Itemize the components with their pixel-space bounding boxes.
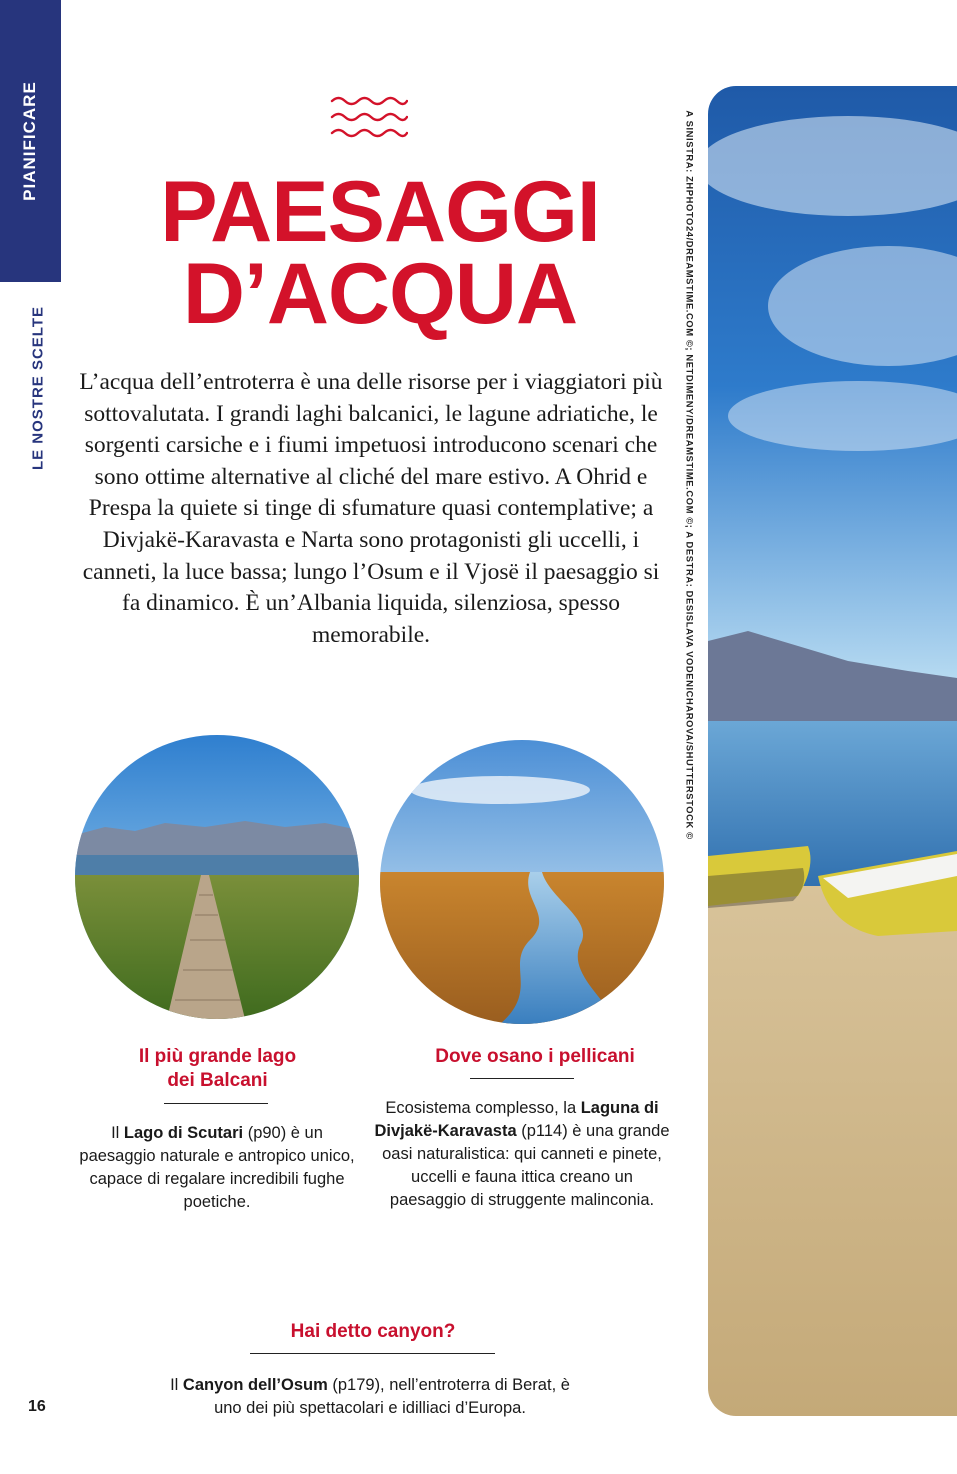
intro-paragraph: L’acqua dell’entroterra è una delle risorse per i viaggiatori più sottovalutata. I grandi laghi balcanici, le lagune adriatiche, le sorgenti carsiche e i fiumi impetuosi introducono scenari che sono ottime alternative al cliché del mare estivo. A Ohrid e Prespa la quiete si tinge di sfumature quasi contemplative; a Divjakë-Karavasta e Narta sono protagonisti gli uccelli, i canneti, la luce bassa; lungo l’Osum e il Vjosë il paesaggio si fa dinamico. È un’Albania liquida, silenziosa, spesso memorabile.	[79, 369, 663, 648]
pick-text-bold: Canyon dell’Osum	[182, 1376, 328, 1394]
waves-icon	[330, 93, 408, 141]
pick-text-bold: Lago di Scutari	[123, 1124, 244, 1142]
divider	[250, 1353, 495, 1354]
pick-text-part: (p114) è una grande oasi naturalistica: qui canneti e pinete, uccelli e fauna ittica creano un paesaggio di struggente malinconia.	[382, 1122, 670, 1209]
pick-heading-line: Dove osano i pellicani	[435, 1046, 635, 1067]
pick-heading-scutari	[95, 1045, 340, 1093]
page-title-line-2: D’ACQUA	[182, 246, 578, 342]
lake-scutari-photo	[75, 735, 359, 1019]
divider	[164, 1103, 268, 1104]
pick-heading-pelicans	[385, 1045, 685, 1069]
divider	[470, 1078, 574, 1079]
pick-text-part: (p179), nell’entroterra di Berat, è uno dei più spettacolari e idilliaci d’Europa.	[214, 1376, 570, 1417]
pick-heading-line: Hai detto canyon?	[290, 1321, 456, 1342]
pick-text-scutari	[76, 1122, 358, 1214]
section-tab	[0, 0, 61, 282]
pick-text-bold: Laguna di Divjakë-Karavasta	[374, 1099, 659, 1140]
pick-text-part: (p90) è un paesaggio naturale e antropico unico, capace di regalare incredibili fughe poetiche.	[79, 1124, 355, 1211]
pick-heading-line: Il più grande lago	[138, 1046, 297, 1067]
pick-text-part: Ecosistema complesso, la	[385, 1099, 581, 1117]
pick-heading-line: dei Balcani	[167, 1070, 268, 1091]
pick-text-canyon	[160, 1374, 580, 1420]
lagoon-photo	[380, 740, 664, 1024]
photo-credit: A SINISTRA: ZHPHOTO24/DREAMSTIME.COM ©; NETDIMENY/DREAMSTIME.COM ©; A DESTRA: DESISLAVA VODENICHAROVA/SHUTTERSTOCK ©	[684, 110, 696, 840]
subsection-label: LE NOSTRE SCELTE	[29, 305, 47, 471]
section-tab-label: PIANIFICARE	[20, 81, 39, 201]
lake-beach-photo	[708, 86, 957, 1416]
page-title-line-1: PAESAGGI	[160, 164, 600, 260]
page-number: 16	[28, 1398, 46, 1415]
pick-text-part: Il	[170, 1376, 183, 1394]
pick-text-pelicans	[372, 1097, 672, 1212]
pick-heading-canyon	[218, 1320, 528, 1344]
pick-text-part: Il	[111, 1124, 124, 1142]
